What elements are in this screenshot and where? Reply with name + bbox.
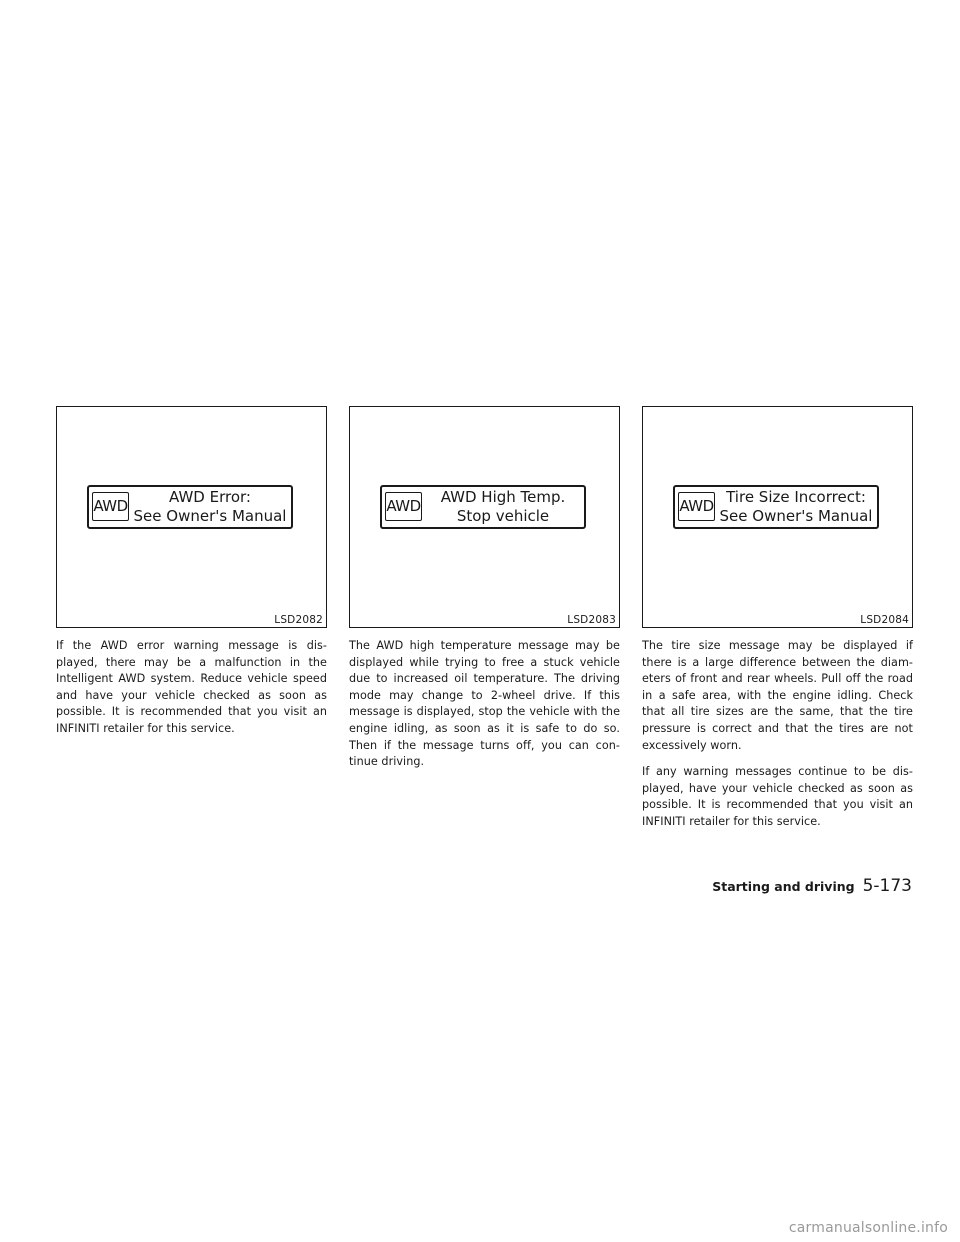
figure-code: LSD2082 <box>274 614 323 626</box>
figure-tire-size <box>642 406 913 628</box>
column-awd-high-temp <box>349 406 620 771</box>
warning-message <box>424 488 582 526</box>
awd-icon: AWD <box>678 492 715 521</box>
column-awd-error <box>56 406 327 738</box>
body-paragraph: The AWD high temperature message may be displayed while trying to free a stuck vehicle due to increased oil temperature. The driving mode may change to 2-wheel drive. If this message is displayed, stop the vehicle with the engine idling, as soon as it is safe to do so. Then if the message turns off, you can con-tinue driving. <box>349 639 620 769</box>
body-paragraph: The tire size message may be displayed if there is a large difference between the diam-eters of front and rear wheels. Pull off the road in a safe area, with the engine idling. Check that all tire sizes are the same, that the tire pressure is correct and that the tires are not excessively worn. <box>642 639 913 752</box>
warning-display <box>87 485 293 529</box>
warning-message-line1: Tire Size Incorrect: <box>726 488 866 506</box>
warning-message-line2: Stop vehicle <box>456 507 550 525</box>
warning-message-line2: See Owner's Manual <box>133 507 287 525</box>
warning-message <box>131 488 289 526</box>
warning-display <box>673 485 879 529</box>
warning-message <box>717 488 875 526</box>
figure-code: LSD2083 <box>567 614 616 626</box>
warning-message-line1: AWD High Temp. <box>440 488 566 506</box>
figure-code: LSD2084 <box>860 614 909 626</box>
body-paragraph: If any warning messages continue to be dis-played, have your vehicle checked as soon as possible. It is recommended that you visit an INFINITI retailer for this service. <box>642 765 913 828</box>
page-footer <box>712 876 912 896</box>
column-tire-size <box>642 406 913 831</box>
watermark: carmanualsonline.info <box>788 1220 948 1236</box>
warning-message-line2: See Owner's Manual <box>719 507 873 525</box>
warning-display <box>380 485 586 529</box>
page-number: 5-173 <box>862 876 912 896</box>
body-paragraph: If the AWD error warning message is dis-played, there may be a malfunction in the Intelligent AWD system. Reduce vehicle speed and have your vehicle checked as soon as possible. It is recommended that you visit an INFINITI retailer for this service. <box>56 639 327 735</box>
awd-icon: AWD <box>92 492 129 521</box>
figure-awd-high-temp <box>349 406 620 628</box>
warning-message-line1: AWD Error: <box>169 488 251 506</box>
awd-icon: AWD <box>385 492 422 521</box>
figure-awd-error <box>56 406 327 628</box>
footer-section-title: Starting and driving <box>712 879 855 894</box>
